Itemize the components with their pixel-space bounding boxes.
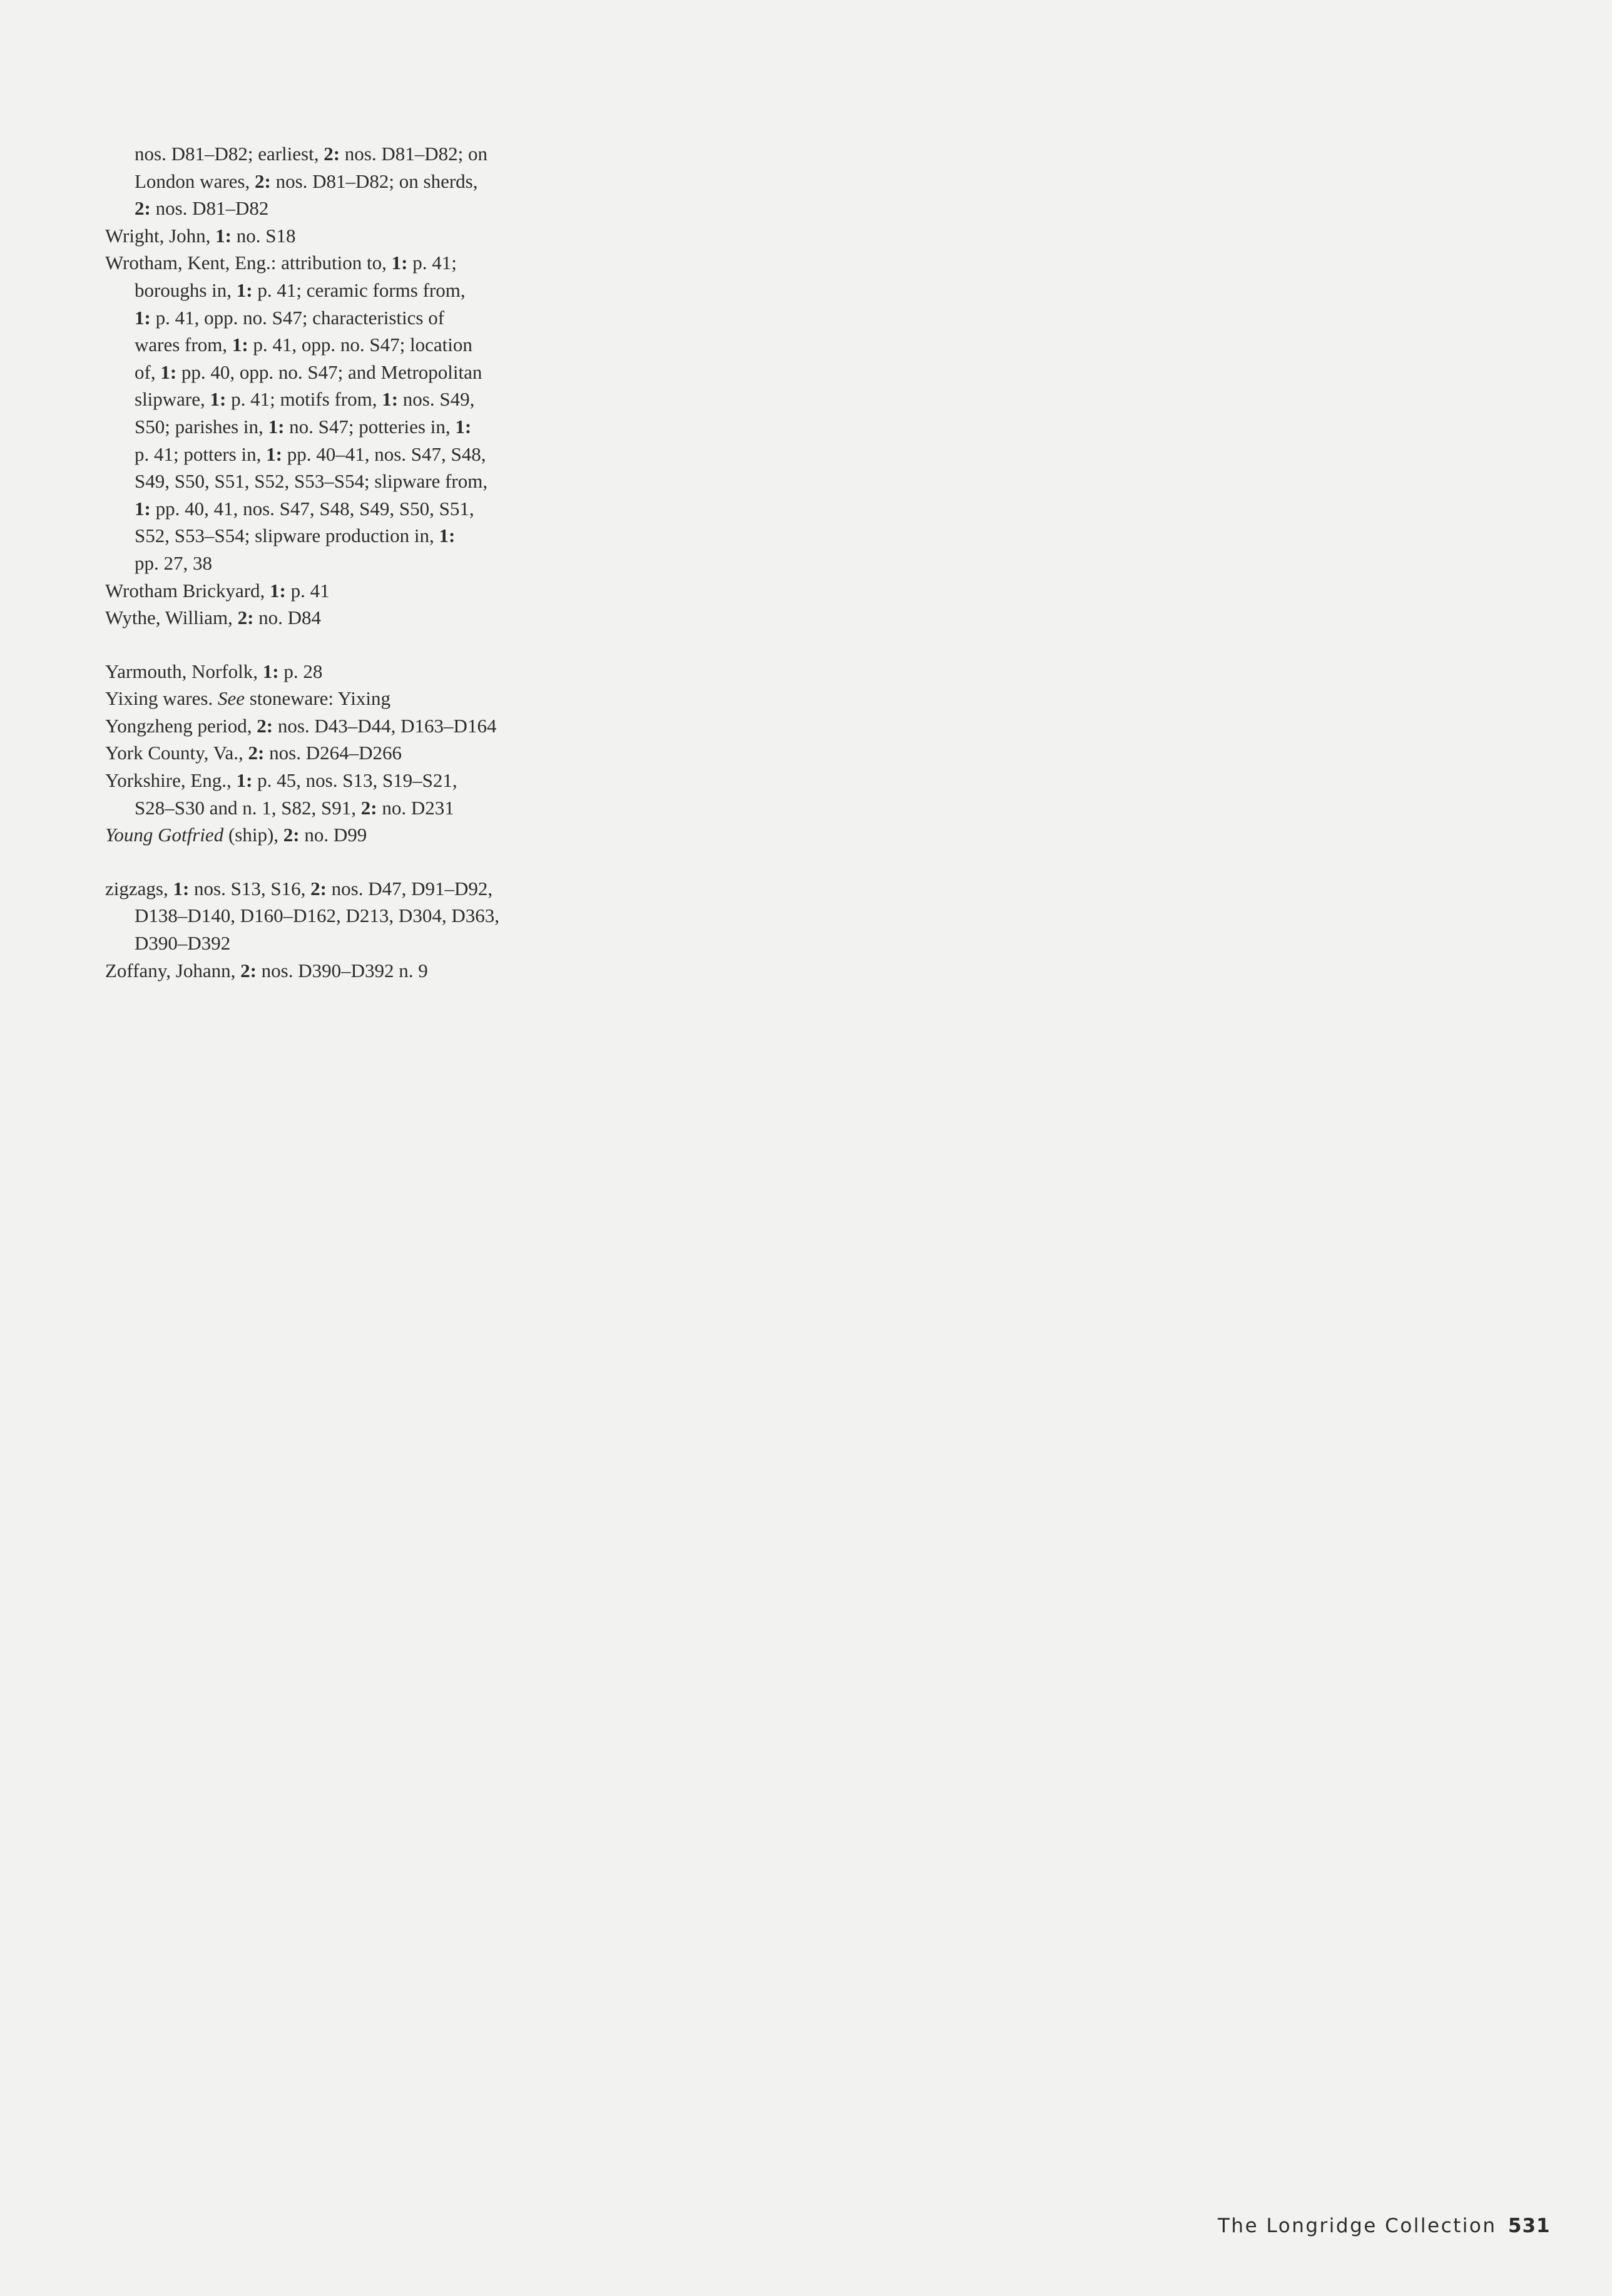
index-entry-wright: Wright, John, 1: no. S18 bbox=[105, 224, 296, 247]
index-entry-young-gotfried: Young Gotfried (ship), 2: no. D99 bbox=[105, 824, 367, 846]
page-footer bbox=[1218, 2215, 1551, 2237]
index-entry-yixing: Yixing wares. See stoneware: Yixing bbox=[105, 687, 391, 710]
index-line: 2: nos. D81–D82 bbox=[135, 197, 269, 220]
running-title: The Longridge Collection bbox=[1218, 2215, 1497, 2237]
section-gap bbox=[105, 849, 543, 875]
index-entry-wrotham-brickyard: Wrotham Brickyard, 1: p. 41 bbox=[105, 579, 330, 602]
index-entry-yarmouth: Yarmouth, Norfolk, 1: p. 28 bbox=[105, 660, 323, 682]
section-gap bbox=[105, 632, 543, 658]
index-line: nos. D81–D82; earliest, 2: nos. D81–D82; on bbox=[135, 143, 487, 165]
index-column bbox=[105, 140, 543, 984]
index-line: London wares, 2: nos. D81–D82; on sherds, bbox=[135, 170, 478, 192]
index-entry-zoffany: Zoffany, Johann, 2: nos. D390–D392 n. 9 bbox=[105, 959, 428, 981]
index-entry-yorkshire: Yorkshire, Eng., 1: p. 45, nos. S13, S19–S21, S28–S30 and n. 1, S82, S91, 2: no. D231 bbox=[105, 769, 457, 819]
index-entry-continuation bbox=[105, 140, 543, 222]
page-number: 531 bbox=[1507, 2215, 1551, 2237]
index-entry-zigzags: zigzags, 1: nos. S13, S16, 2: nos. D47, D91–D92, D138–D140, D160–D162, D213, D304, D363, D390–D392 bbox=[105, 877, 499, 955]
index-entry-wrotham: Wrotham, Kent, Eng.: attribution to, 1: p. 41; boroughs in, 1: p. 41; ceramic forms from, 1: p. 41, opp. no. S47; characteristics of wares from, 1: p. 41, opp. no. S47; location of, 1: pp. 40, opp. no. S47; and Metropolitan slipware, 1: p. 41; motifs from, 1: nos. S49, S50; parishes in, 1: no. S47; potteries in, 1: p. 41; potters in, 1: pp. 40–41, nos. S47, S48, S49, S50, S51, S52, S53–S54; slipware from, 1: pp. 40, 41, nos. S47, S48, S49, S50, S51, S52, S53–S54; slipware production in, 1: pp. 27, 38 bbox=[105, 252, 488, 574]
index-entry-wythe: Wythe, William, 2: no. D84 bbox=[105, 607, 322, 629]
index-entry-york-county: York County, Va., 2: nos. D264–D266 bbox=[105, 742, 402, 764]
index-entry-yongzheng: Yongzheng period, 2: nos. D43–D44, D163–D164 bbox=[105, 714, 497, 737]
